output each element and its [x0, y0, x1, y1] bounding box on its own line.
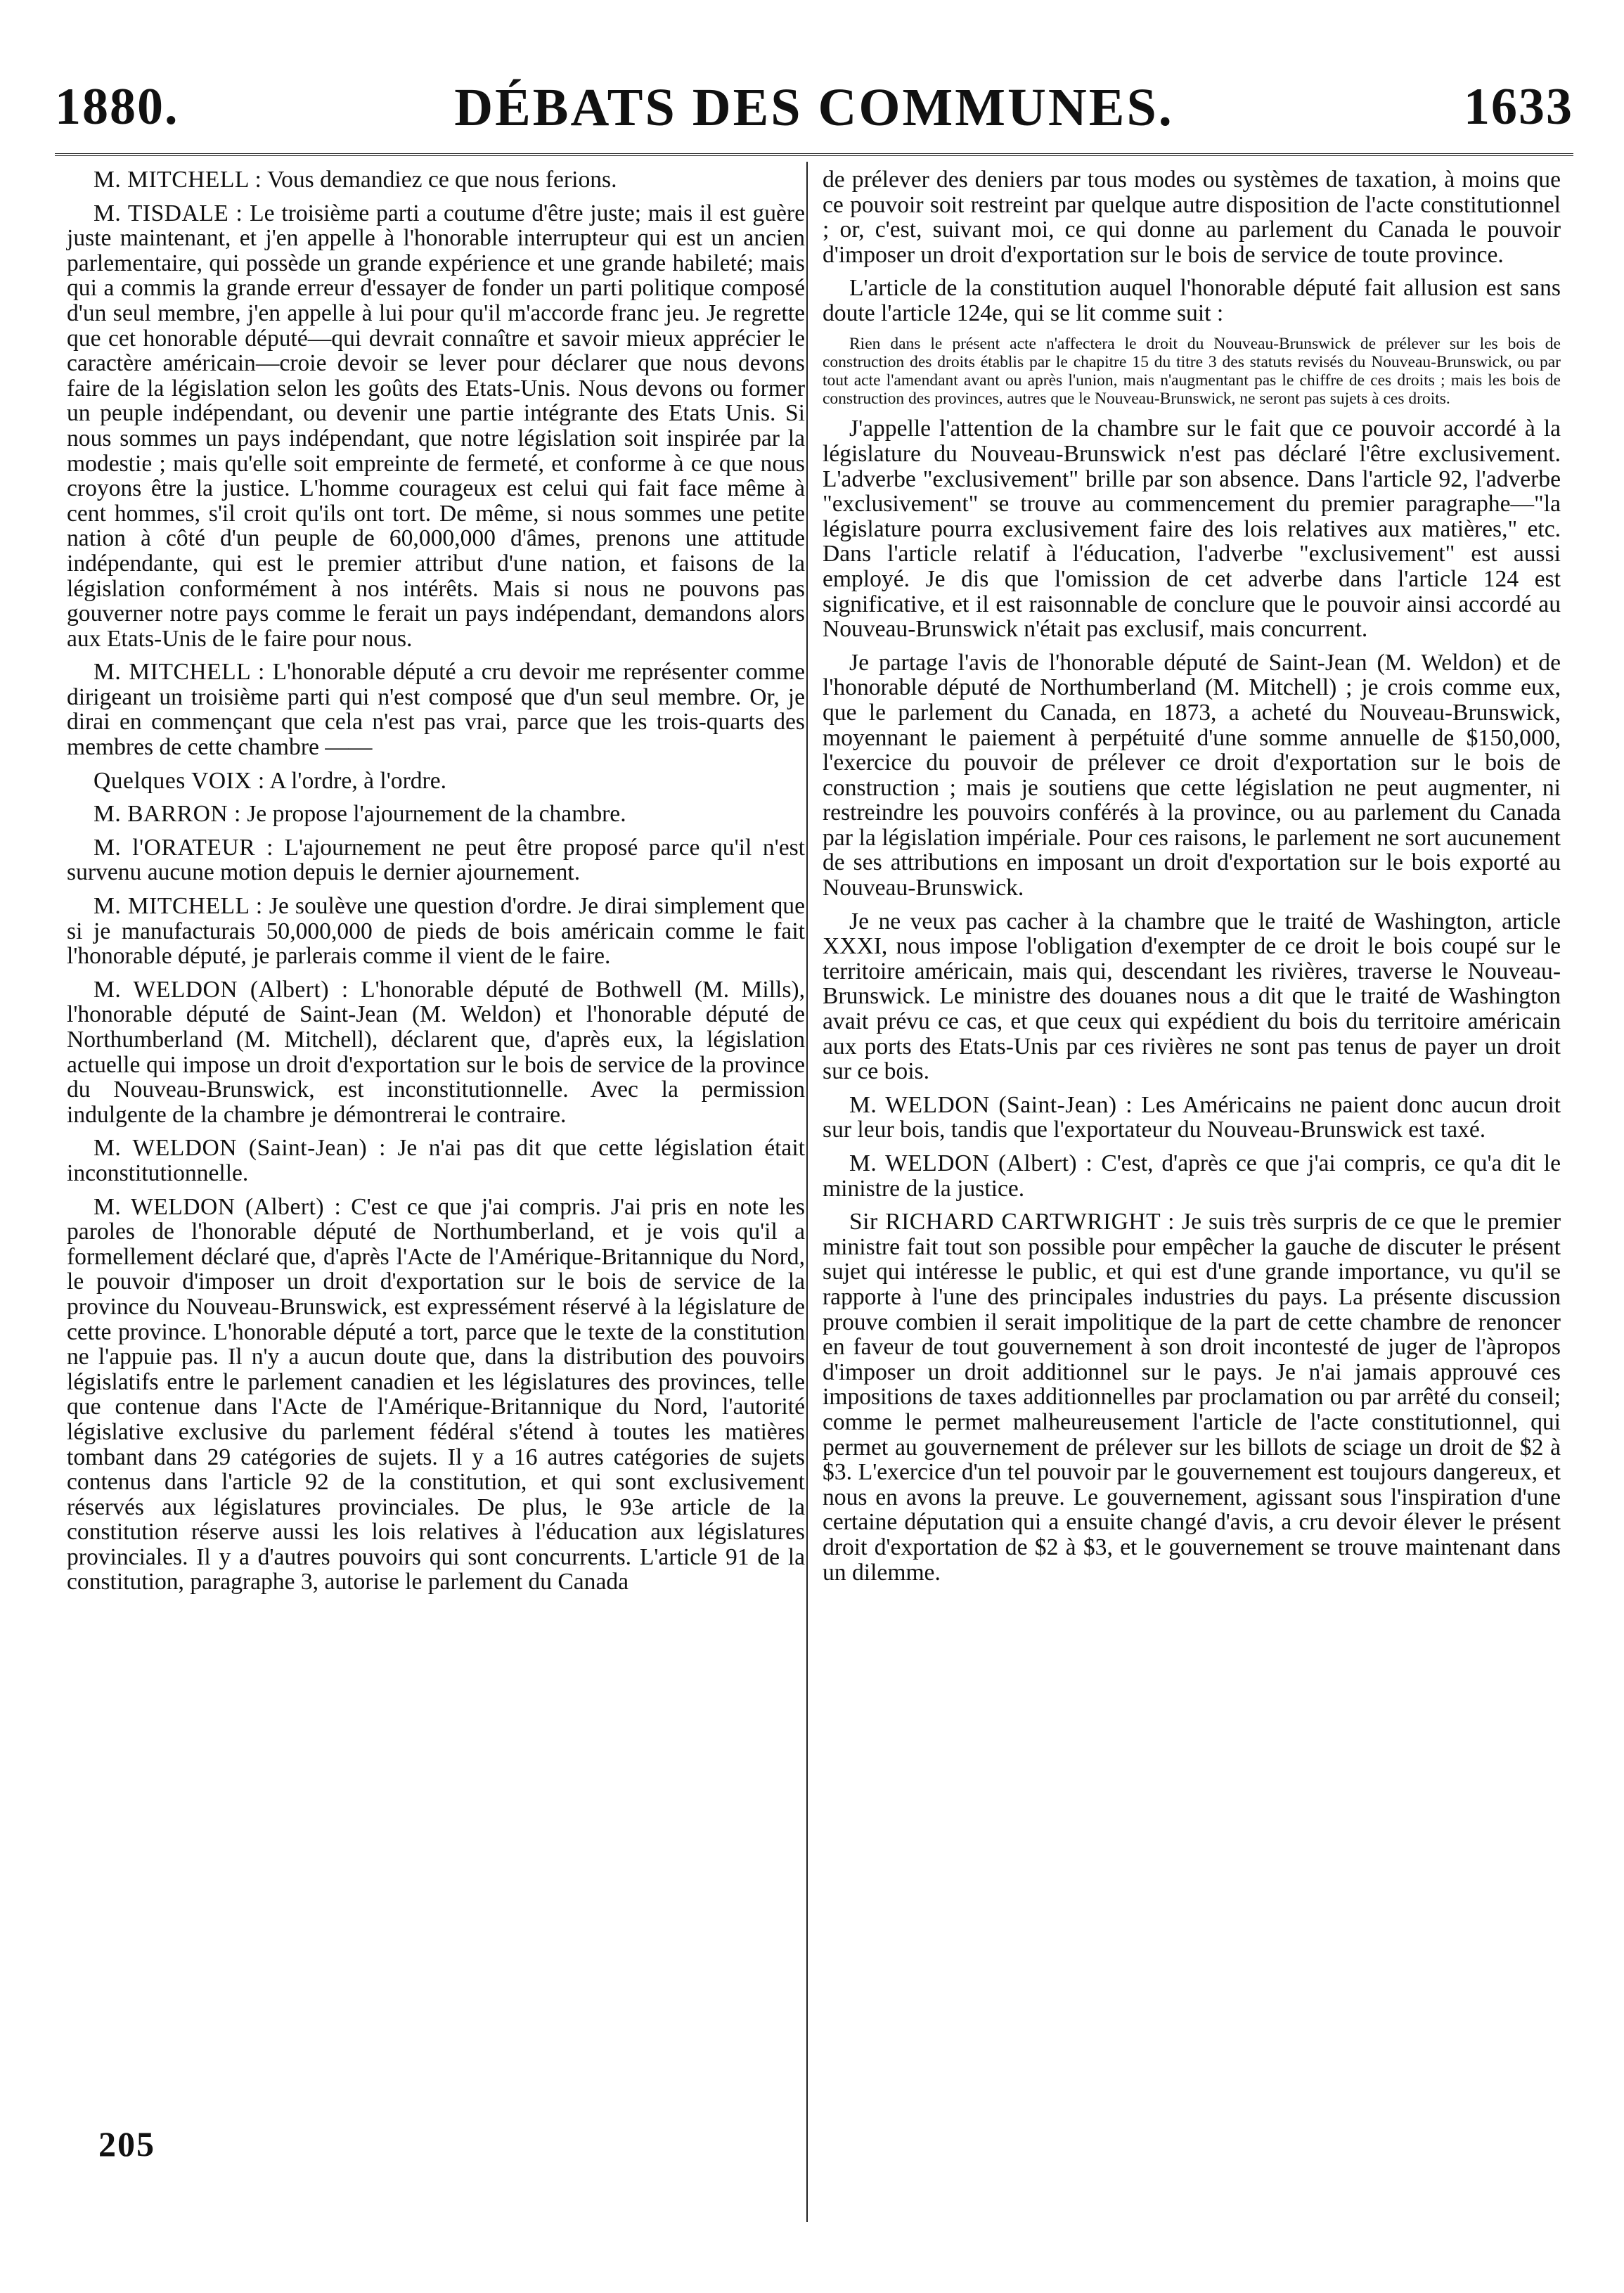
speech-text: L'honorable député a cru devoir me représenter comme dirigeant un troisième parti qui n'est composé que d'un seul membre. Or, je dirai en commençant que cela n'est pas vrai, parce que les trois-quarts des membres de cette chambre ——: [67, 659, 805, 761]
left-paragraph: [67, 167, 805, 193]
speech-text: A l'ordre, à l'ordre.: [269, 767, 447, 794]
right-paragraph: J'appelle l'attention de la chambre sur le fait que ce pouvoir accordé à la législature du Nouveau-Brunswick n'est pas déclaré l'être exclusivement. L'adverbe "exclusivement" brille par son absence. Dans l'article 92, l'adverbe "exclusivement" se trouve au commencement du premier paragraphe—"la législature pourra exclusivement faire des lois relatives aux matières," etc. Dans l'article relatif à l'éducation, l'adverbe "exclusivement" est aussi employé. Je dis que l'omission de cet adverbe dans l'article 124 est significative, et il est raisonnable de conclure que le pouvoir ainsi accordé au Nouveau-Brunswick n'était pas exclusif, mais concurrent.: [823, 416, 1561, 643]
speech-text: Je soulève une question d'ordre. Je dirai simplement que si je manufacturais 50,000,000 de pieds de bois américain comme le fait l'honorable député, je parlerais comme il vient de le faire.: [67, 893, 805, 970]
footer-page-number: 205: [98, 2124, 155, 2164]
statute-quote: Rien dans le présent acte n'affectera le droit du Nouveau-Brunswick de prélever sur les bois de construction des droits établis par le chapitre 15 du titre 3 des statuts revisés du Nouveau-Brunswick, ou par tout acte l'amendant avant ou après l'union, mais n'augmentant pas le chiffre de ces droits ; mais les bois de construction des provinces, autres que le Nouveau-Brunswick, ne seront pas sujets à ces droits.: [823, 334, 1561, 409]
header-page-number: 1633: [1464, 78, 1573, 136]
speaker-name: M. WELDON (Saint-Jean) :: [94, 1135, 386, 1162]
speaker-name: M. WELDON (Albert) :: [849, 1150, 1093, 1176]
speech-text: C'est, d'après ce que j'ai compris, ce qu'a dit le ministre de la justice.: [823, 1150, 1561, 1202]
header-title: DÉBATS DES COMMUNES.: [454, 78, 1174, 137]
left-column: [67, 167, 805, 1603]
left-paragraph: [67, 977, 805, 1128]
speaker-name: M. WELDON (Saint-Jean) :: [849, 1091, 1133, 1118]
header-rule: [55, 153, 1573, 156]
left-paragraph: [67, 894, 805, 969]
left-paragraph: [67, 802, 805, 827]
right-paragraph: Je partage l'avis de l'honorable député de Saint-Jean (M. Weldon) et de l'honorable député de Northumberland (M. Mitchell) ; je crois comme eux, que le parlement du Canada, en 1873, a acheté du Nouveau-Brunswick, moyennant le paiement à perpétuité d'une somme annuelle de $150,000, l'exercice du pouvoir de prélever ce droit d'exportation sur le bois de construction ; mais je soutiens que cette législation ne peut augmenter, ni restreindre les pouvoirs conférés à la province, ou au parlement du Canada par la législation impériale. Pour ces raisons, le parlement ne sort aucunement de ses attributions en imposant un droit d'exportation sur le bois exporté au Nouveau-Brunswick.: [823, 649, 1561, 901]
right-column: [823, 167, 1561, 1593]
header-year: 1880.: [55, 78, 179, 136]
speech-text: Vous demandiez ce que nous ferions.: [267, 167, 617, 193]
speaker-name: M. MITCHELL :: [94, 893, 263, 920]
speech-text: Je propose l'ajournement de la chambre.: [247, 801, 626, 828]
page-header: [55, 77, 1573, 148]
left-paragraph: [67, 201, 805, 652]
speech-text: C'est ce que j'ai compris. J'ai pris en note les paroles de l'honorable député de Northumberland, et je vois qu'il a formellement déclaré que, d'après l'Acte de l'Amérique-Britannique du Nord, le pouvoir d'imposer un droit d'exportation sur le bois de service de la province du Nouveau-Brunswick, est expressément réservé à la législature de cette province. L'honorable député a tort, parce que le texte de la constitution ne l'appuie pas. Il n'y a aucun doute que, dans la distribution des pouvoirs législatifs entre le parlement canadien et les législatures des provinces, telle que contenue dans l'Acte de l'Amérique-Britannique du Nord, l'autorité législative exclusive du parlement fédéral s'étend à toutes les matières tombant dans 29 catégories de sujets. Il y a 16 autres catégories de sujets contenus dans l'article 92 de la constitution, et qui sont exclusivement réservés aux législatures provinciales. De plus, le 93e article de la constitution réserve aussi les lois relatives à l'éducation aux législatures provinciales. Il y a d'autres pouvoirs qui sont concurrents. L'article 91 de la constitution, paragraphe 3, autorise le parlement du Canada: [67, 1193, 805, 1595]
speech-text: L'ajournement ne peut être proposé parce qu'il n'est survenu aucune motion depuis le dernier ajournement.: [67, 834, 805, 886]
speaker-name: M. TISDALE :: [94, 200, 243, 226]
right-paragraph: [823, 1151, 1561, 1201]
speaker-name: M. l'ORATEUR :: [94, 834, 273, 861]
speech-text: Je suis très surpris de ce que le premier ministre fait tout son possible pour empêcher la gauche de discuter le présent sujet qui intéresse le public, et qui est d'une grande importance, vu qu'il se rapporte à l'une des principales industries du pays. La présente discussion prouve combien il serait impolitique de la part de cette chambre de renoncer en faveur de tout gouvernement à son droit incontesté de juger de l'àpropos d'imposer un droit additionnel sur le pays. Je n'ai jamais approuvé ces impositions de taxes additionnelles par proclamation ou par arrêté du conseil; comme le permet malheureusement l'article de l'acte constitutionnel, qui permet au gouvernement de prélever sur les billots de sciage un droit de $2 à $3. L'exercice d'un tel pouvoir par le gouvernement est toujours dangereux, et nous en avons la preuve. Le gouvernement, agissant sous l'inspiration d'une certaine députation qui a ensuite changé d'avis, a cru devoir élever le présent droit d'exportation de $2 à $3, et le gouvernement se trouve maintenant dans un dilemme.: [823, 1209, 1561, 1586]
column-divider: [806, 162, 808, 2222]
right-paragraph: [823, 1093, 1561, 1143]
right-paragraph: [823, 1209, 1561, 1585]
right-paragraph: Je ne veux pas cacher à la chambre que le traité de Washington, article XXXI, nous impose l'obligation d'exempter de ce droit le bois coupé sur le territoire américain, mais qui, descendant les rivières, traverse le Nouveau-Brunswick. Le ministre des douanes nous a dit que le traité de Washington avait prévu ce cas, et que ceux qui expédient du bois du territoire américain aux ports des Etats-Unis par ces rivières ne sont pas tenus de payer un droit sur ce bois.: [823, 908, 1561, 1085]
speech-text: Les Américains ne paient donc aucun droit sur leur bois, tandis que l'exportateur du Nouveau-Brunswick est taxé.: [823, 1091, 1561, 1143]
speaker-name: M. BARRON :: [94, 801, 241, 828]
left-paragraph: [67, 1195, 805, 1595]
speech-text: Je n'ai pas dit que cette législation était inconstitutionnelle.: [67, 1135, 805, 1186]
left-paragraph: [67, 660, 805, 759]
speech-text: L'honorable député de Bothwell (M. Mills), l'honorable député de Saint-Jean (M. Weldon) et l'honorable député de Northumberland (M. Mitchell), déclarent que, d'après eux, la législation actuelle qui impose un droit d'exportation sur le bois de service de la province du Nouveau-Brunswick, est inconstitutionnelle. Avec la permission indulgente de la chambre je démontrerai le contraire.: [67, 976, 805, 1128]
speaker-name: M. WELDON (Albert) :: [94, 1193, 342, 1220]
speaker-name: Sir RICHARD CARTWRIGHT :: [849, 1209, 1175, 1235]
right-paragraph: de prélever des deniers par tous modes ou systèmes de taxation, à moins que ce pouvoir soit restreint par quelque autre disposition de l'acte constitutionnel ; or, c'est, suivant moi, ce qui donne au parlement du Canada le pouvoir d'imposer un droit d'exportation sur le bois de service de toute province.: [823, 167, 1561, 268]
speaker-name: Quelques VOIX :: [94, 767, 265, 794]
speaker-name: M. MITCHELL :: [94, 659, 265, 686]
speech-text: Le troisième parti a coutume d'être juste; mais il est guère juste maintenant, et j'en appelle à l'honorable interrupteur qui est un ancien parlementaire, qui possède un grande expérience et une grande habileté; mais qui a commis la grande erreur d'essayer de fonder un parti politique composé d'un seul membre, j'en appelle à lui pour qu'il m'accorde franc jeu. Je regrette que cet honorable député—qui devrait connaître et savoir mieux apprécier le caractère américain—croie devoir se lever pour déclarer que nous devons faire de la législation selon les goûts des Etats-Unis. Nous devons ou former un peuple indépendant, ou devenir une partie intégrante des Etats Unis. Si nous sommes un pays indépendant, que notre législation soit inspirée par la modestie ; mais qu'elle soit empreinte de fermeté, et conforme à ce que nous croyons être la justice. L'homme courageux est celui qui fait face même à cent hommes, s'il croit qu'ils ont tort. De même, si nous sommes une petite nation à côté d'un peuple de 60,000,000 d'âmes, prenons une attitude indépendante, qui est le premier attribut d'une nation, et faisons de la législation conformément à nos intérêts. Mais si nous ne pouvons pas gouverner notre pays comme le ferait un pays indépendant, demandons alors aux Etats-Unis de le faire pour nous.: [67, 200, 806, 652]
left-paragraph: [67, 769, 805, 794]
left-paragraph: [67, 835, 805, 885]
speaker-name: M. MITCHELL :: [94, 167, 262, 193]
left-paragraph: [67, 1136, 805, 1186]
right-paragraph: L'article de la constitution auquel l'honorable député fait allusion est sans doute l'article 124e, qui se lit comme suit :: [823, 275, 1561, 326]
speaker-name: M. WELDON (Albert) :: [94, 976, 349, 1003]
